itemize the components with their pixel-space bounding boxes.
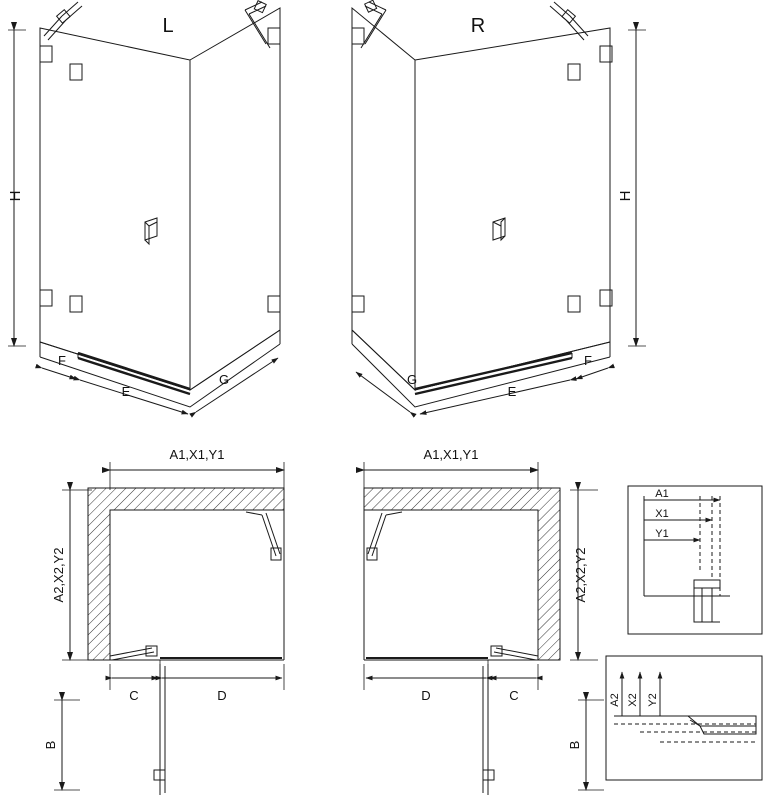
- iso-right-h-label: H: [617, 190, 634, 202]
- plan-view-right: [364, 447, 604, 795]
- plan-left-c-label: C: [129, 688, 139, 703]
- detail-view-top: [628, 486, 762, 634]
- plan-view-left: [43, 447, 284, 795]
- iso-left-g-label: G: [218, 372, 230, 387]
- detail-a1-label: A1: [655, 488, 669, 500]
- detail-y1-label: Y1: [655, 528, 669, 540]
- plan-left-d-label: D: [217, 688, 227, 703]
- iso-right-e-label: E: [507, 384, 517, 399]
- plan-right-c-label: C: [509, 688, 519, 703]
- plan-right-d-label: D: [421, 688, 431, 703]
- iso-left-f-label: F: [58, 353, 66, 368]
- plan-right-top-dim: A1,X1,Y1: [423, 447, 479, 462]
- detail-x1-label: X1: [655, 508, 669, 520]
- iso-right-f-label: F: [584, 353, 592, 368]
- iso-left-e-label: E: [121, 384, 131, 399]
- detail-y2-label: Y2: [647, 693, 659, 707]
- plan-left-b-label: B: [43, 740, 58, 750]
- iso-right-hand-label: R: [470, 15, 486, 37]
- plan-left-side-dim: A2,X2,Y2: [51, 547, 66, 603]
- plan-right-b-label: B: [567, 740, 582, 750]
- iso-view-right: [352, 0, 646, 414]
- detail-view-bottom: [606, 656, 762, 780]
- iso-left-h-label: H: [7, 190, 24, 202]
- detail-a2-label: A2: [609, 693, 621, 707]
- iso-view-left: [7, 1, 280, 414]
- plan-right-side-dim: A2,X2,Y2: [573, 547, 588, 603]
- detail-x2-label: X2: [627, 693, 639, 707]
- iso-left-hand-label: L: [162, 15, 174, 37]
- iso-right-g-label: G: [406, 372, 418, 387]
- plan-left-top-dim: A1,X1,Y1: [169, 447, 225, 462]
